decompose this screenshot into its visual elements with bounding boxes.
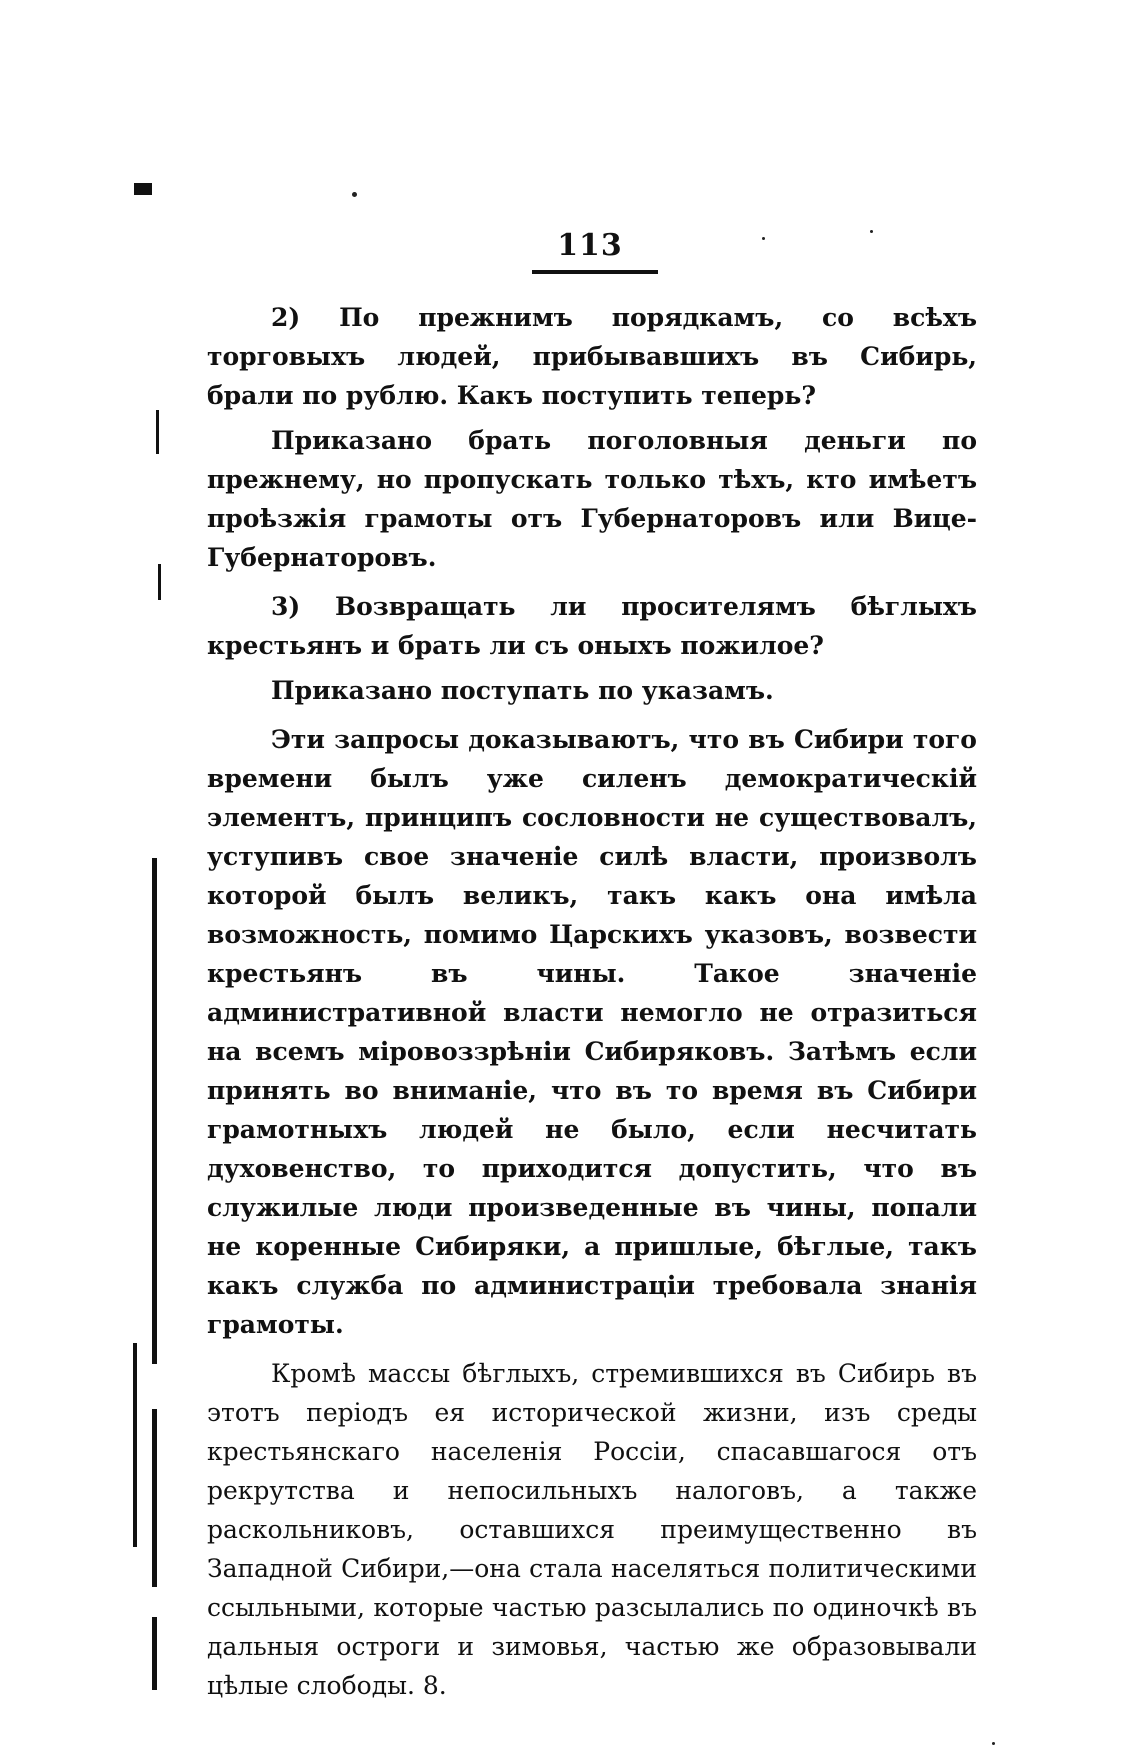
page-number: 113 xyxy=(557,228,623,263)
paragraph-5: Эти запросы доказываютъ, что въ Сибири того времени былъ уже силенъ демократическій элементъ, принципъ сословности не существовалъ, уступивъ свое значеніе силѣ власти, произволъ которой былъ великъ, такъ какъ она имѣла возможность, помимо Царскихъ указовъ, возвести крестьянъ въ чины. Такое значеніе административной власти немогло не отразиться на всемъ міровоззрѣніи Сибиряковъ. Затѣмъ если принять во вниманіе, что въ то время въ Сибири грамотныхъ людей не было, если несчитать духовенство, то приходится допустить, что въ служилые люди произведенные въ чины, попали не коренные Сибиряки, а пришлые, бѣглые, такъ какъ служба по администраціи требовала знанія грамоты. xyxy=(207,725,977,1339)
paragraph-2: Приказано брать поголовныя деньги по прежнему, но пропускать только тѣхъ, кто имѣетъ проѣзжія грамоты отъ Губернаторовъ или Вице-Губернаторовъ. xyxy=(207,426,977,572)
margin-line-4 xyxy=(152,1409,157,1587)
body-text xyxy=(207,298,977,1705)
paragraph-3: 3) Возвращать ли просителямъ бѣглыхъ крестьянъ и брать ли съ оныхъ пожилое? xyxy=(207,592,977,660)
corner-mark xyxy=(134,183,152,195)
speck-4 xyxy=(992,1742,995,1745)
paragraph-6-text: Кромѣ массы бѣглыхъ, стремившихся въ Сибирь въ этотъ періодъ ея исторической жизни, изъ среды крестьянскаго населенія Россіи, спасавшагося отъ рекрутства и непосильныхъ налоговъ, а также раскольниковъ, оставшихся преимущественно въ Западной Сибири,—она стала населяться политическими ссыльными, которые частью разсылались по одиночкѣ въ дальныя остроги и зимовья, частью же образовывали цѣлые слободы. xyxy=(207,1359,977,1700)
margin-line-6 xyxy=(152,1617,157,1690)
footnote-mark: 8. xyxy=(422,1671,447,1700)
speck-1 xyxy=(352,192,357,197)
page-number-rule xyxy=(532,270,658,274)
margin-line-2 xyxy=(158,564,161,600)
margin-line-5 xyxy=(133,1343,137,1547)
speck-2 xyxy=(762,237,765,240)
paragraph-6 xyxy=(207,1354,977,1705)
paragraph-1: 2) По прежнимъ порядкамъ, со всѣхъ торговыхъ людей, прибывавшихъ въ Сибирь, брали по рублю. Какъ поступить теперь? xyxy=(207,303,977,410)
margin-line-3 xyxy=(152,858,157,1364)
speck-3 xyxy=(870,230,873,233)
paragraph-4: Приказано поступать по указамъ. xyxy=(271,676,774,705)
margin-line-1 xyxy=(156,410,159,454)
